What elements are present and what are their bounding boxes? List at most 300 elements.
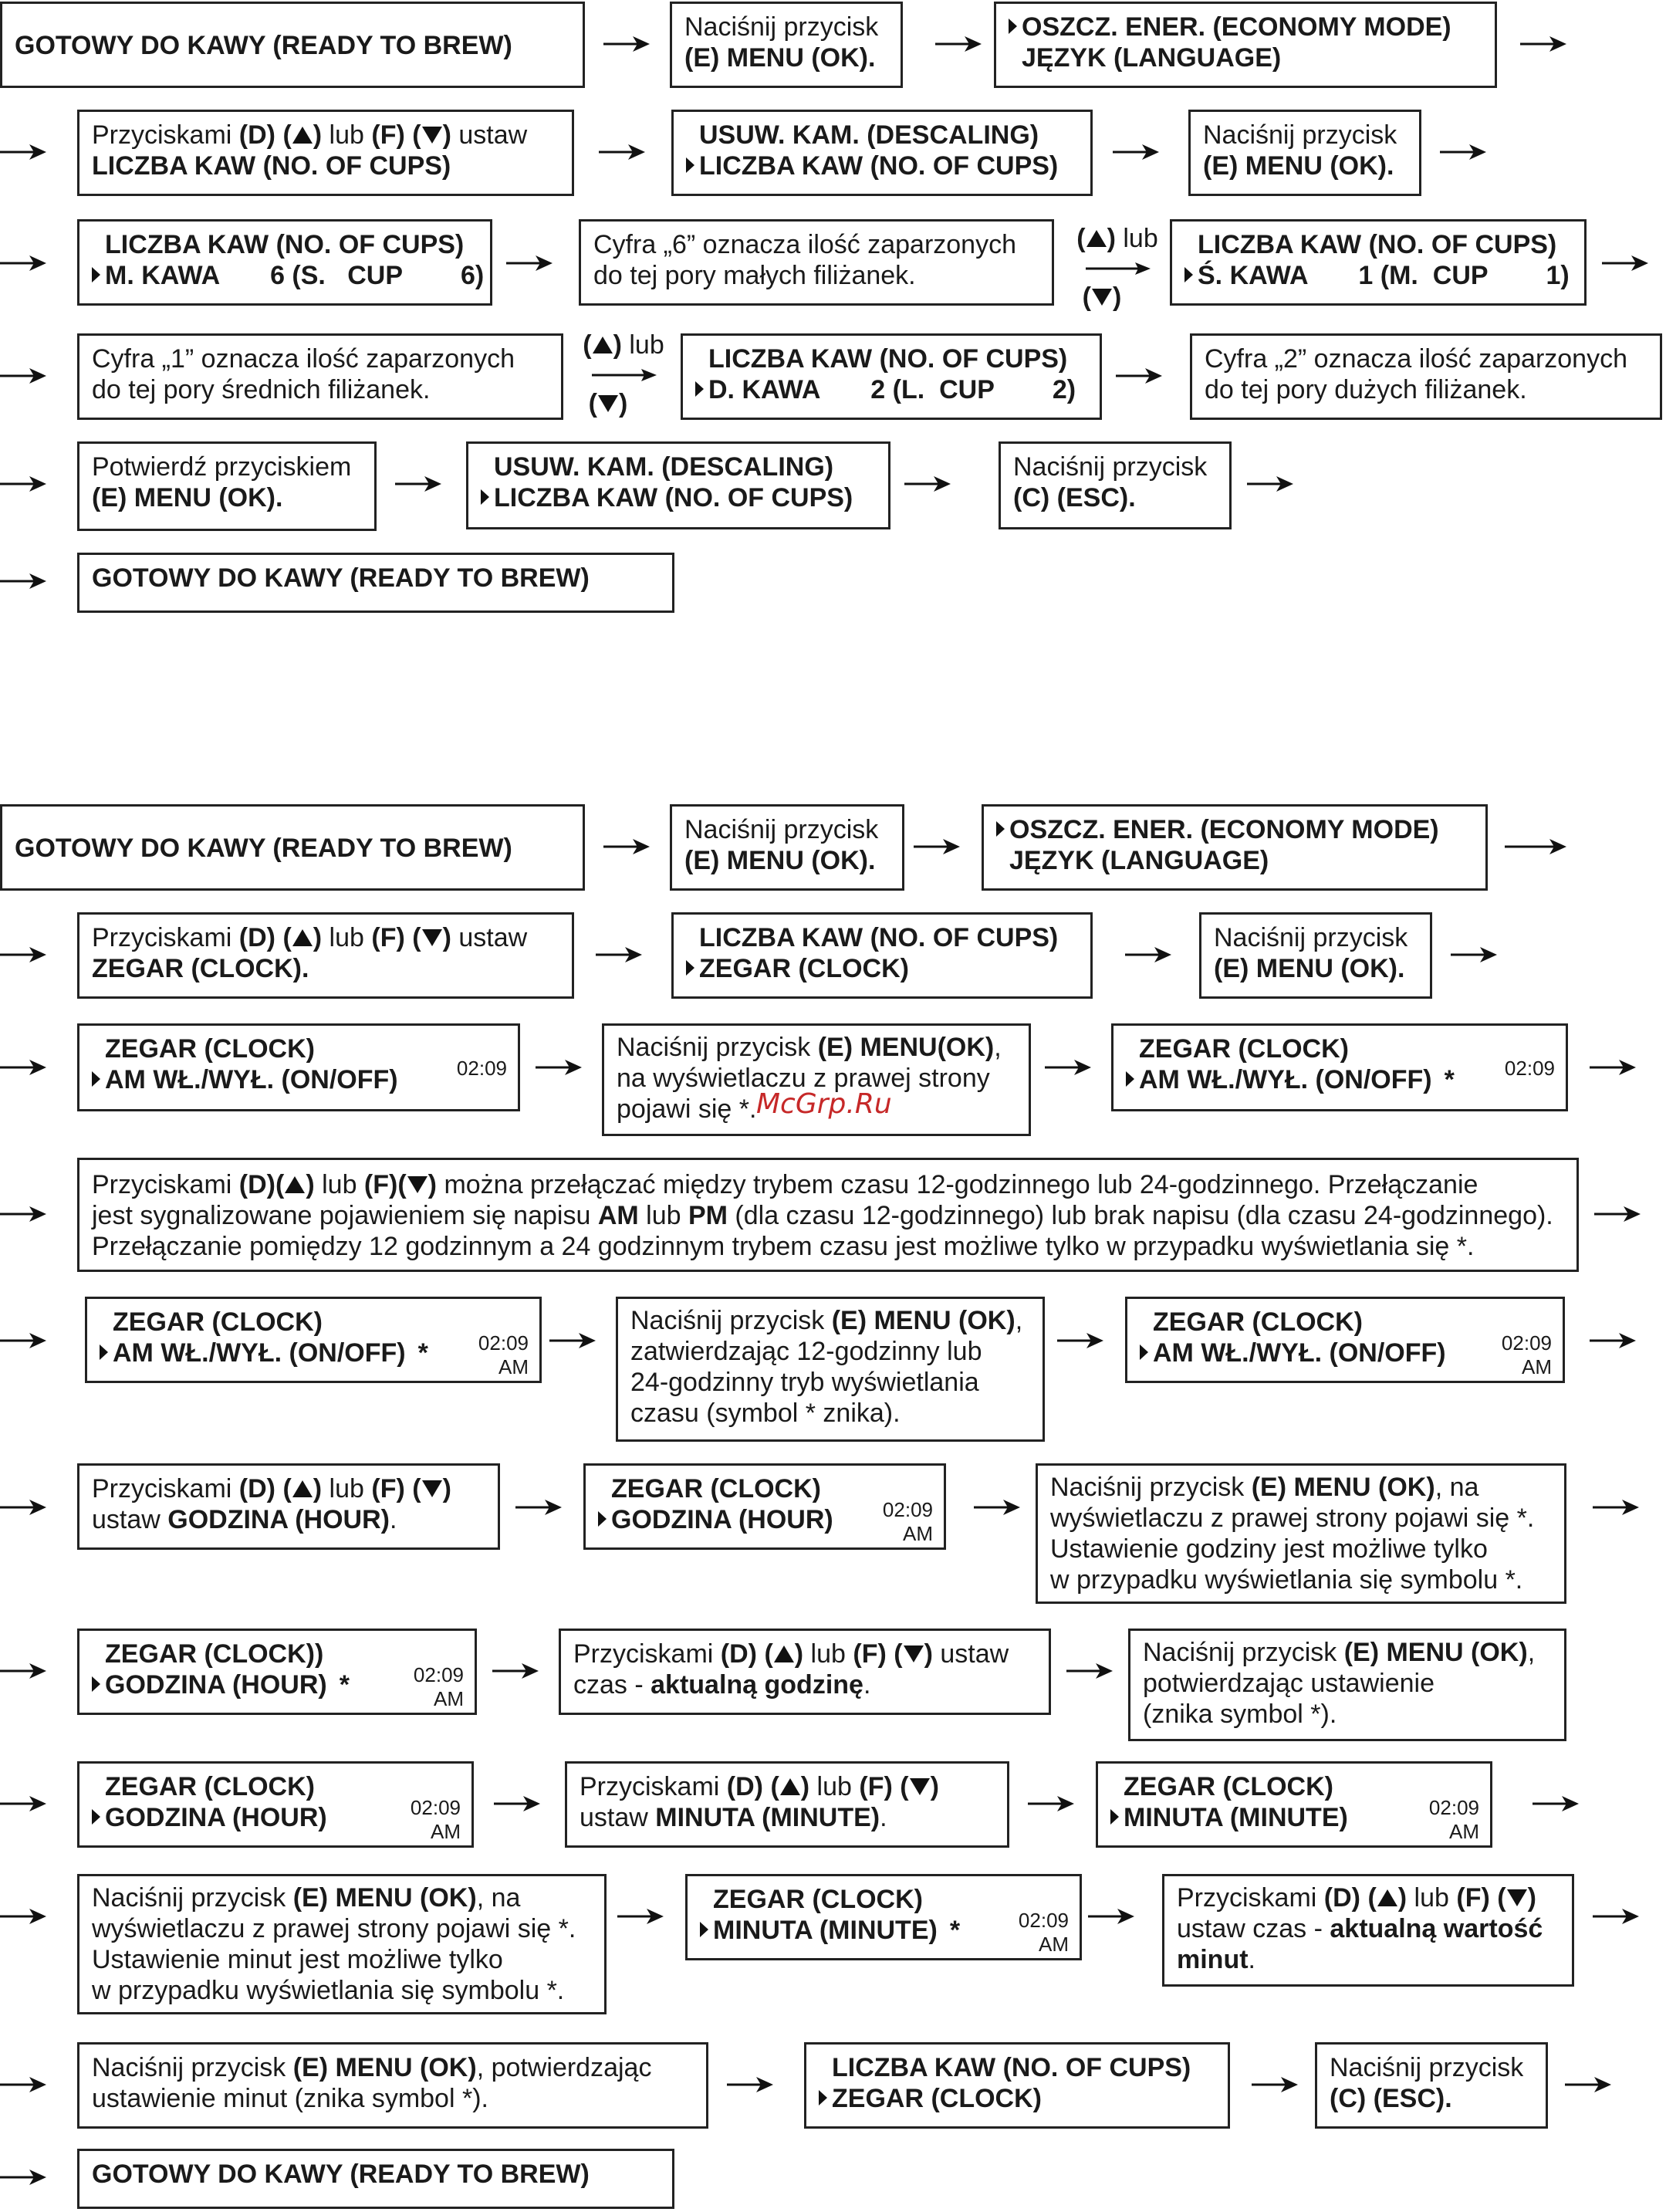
flow-arrow (603, 835, 650, 858)
bottom-clock-onoff-box-1 (77, 1023, 520, 1111)
flow-arrow (0, 2166, 46, 2189)
box-text: ZEGAR (CLOCK) (1124, 1772, 1333, 1801)
box-text: AM WŁ./WYŁ. (ON/OFF) (105, 1065, 398, 1094)
box-text: (E) MENU (OK) (831, 1306, 1015, 1335)
box-text: aktualną godzinę (651, 1670, 863, 1700)
flow-arrow (0, 943, 46, 966)
cursor-triangle-icon (92, 267, 100, 282)
flow-arrow (1113, 140, 1159, 164)
box-text: AM (597, 1201, 639, 1230)
ampm-indicator: AM (903, 1522, 933, 1545)
top-ready-to-brew-end-box (77, 553, 674, 613)
bottom-set-hour-box: Przyciskami (D) ( ) lub (F) ( ) ustaw czas - aktualną godzinę. (559, 1629, 1051, 1715)
top-press-esc-box (999, 441, 1232, 529)
top-ready-to-brew-box (0, 2, 585, 88)
flow-arrow (914, 835, 960, 858)
ampm-indicator: AM (1449, 1820, 1479, 1843)
ampm-indicator: AM (434, 1687, 464, 1710)
cursor-triangle-icon (686, 157, 694, 173)
bottom-clock-hour-box-1 (583, 1463, 946, 1550)
box-text: GOTOWY DO KAWY (READY TO BREW) (15, 834, 512, 863)
box-text: lub (1407, 1883, 1457, 1913)
box-text: pojawi się *. (617, 1094, 757, 1124)
cursor-triangle-icon (92, 1676, 100, 1692)
flow-arrow (596, 943, 642, 966)
flow-arrow (727, 2073, 773, 2096)
box-text: MINUTA (MINUTE) (655, 1803, 880, 1832)
flow-arrow (603, 32, 650, 56)
up-triangle-icon (592, 335, 613, 355)
box-text: (E) MENU (OK). (1214, 954, 1405, 983)
box-text: minut (1177, 1945, 1249, 1974)
top-medium-cup-box (1170, 219, 1587, 306)
box-text: lub (314, 1170, 364, 1199)
flow-arrow (0, 140, 46, 164)
box-text: potwierdzając ustawienie (1143, 1669, 1435, 1698)
top-digit-1-note-box (77, 333, 563, 420)
flow-arrow (494, 1792, 540, 1815)
cursor-triangle-icon (695, 381, 704, 397)
flow-arrow (1125, 943, 1171, 966)
flow-arrow (1590, 1329, 1636, 1352)
button-d-label: (D) (238, 1474, 275, 1503)
flow-arrow (1520, 32, 1566, 56)
top-economy-mode-box (994, 2, 1497, 88)
box-text: w przypadku wyświetlania się symbolu *. (92, 1976, 565, 2005)
box-text: LICZBA KAW (NO. OF CUPS) (708, 344, 1068, 374)
top-descaling-cups-box-2 (466, 441, 890, 529)
box-text: 24-godzinny tryb wyświetlania (630, 1368, 979, 1397)
box-text: (E) MENU (OK) (1251, 1473, 1435, 1502)
up-triangle-icon (292, 125, 313, 145)
box-text: , na (476, 1883, 521, 1913)
button-d-label: (D) (1323, 1883, 1360, 1913)
box-text: PM (688, 1201, 728, 1230)
box-text: czas - (573, 1670, 651, 1700)
box-text: Naciśnij przycisk (1143, 1638, 1344, 1667)
top-small-cup-box (77, 219, 492, 306)
edit-star-indicator: * (949, 1916, 961, 1945)
flow-arrow (1045, 1056, 1091, 1079)
button-f-label: (F) (371, 1474, 405, 1503)
flow-arrow (1593, 1496, 1639, 1519)
up-triangle-icon (1086, 228, 1107, 249)
button-d-label: (D) (726, 1772, 763, 1801)
box-text: (E) MENU (OK). (92, 483, 283, 512)
flow-arrow (1440, 140, 1486, 164)
bottom-select-hour-box: Przyciskami (D) ( ) lub (F) ( ) ustaw GODZINA (HOUR). (77, 1463, 500, 1550)
top-large-cup-box (681, 333, 1102, 420)
down-triangle-icon (909, 1777, 931, 1797)
box-text: Cyfra „1” oznacza ilość zaparzonych (92, 344, 515, 374)
button-f-label: (F) (363, 1170, 398, 1199)
box-text: na wyświetlaczu z prawej strony (617, 1064, 990, 1093)
box-text: LICZBA KAW (NO. OF CUPS) (92, 151, 451, 181)
box-text: ZEGAR (CLOCK) (699, 954, 909, 983)
box-text: , na (1435, 1473, 1479, 1502)
top-confirm-menu-box (77, 441, 377, 531)
flow-arrow (589, 367, 658, 383)
flow-arrow (974, 1496, 1020, 1519)
up-triangle-icon (292, 928, 313, 948)
flow-arrow (0, 1056, 46, 1079)
flow-arrow (0, 1496, 46, 1519)
box-text: aktualną wartość (1330, 1914, 1543, 1943)
bottom-clock-onoff-am-box (1125, 1297, 1565, 1383)
time-display: 02:09 (1504, 1057, 1555, 1080)
cursor-triangle-icon (1126, 1071, 1134, 1087)
watermark: McGrp.Ru (756, 1088, 892, 1120)
down-triangle-icon (421, 125, 443, 145)
box-text: ustaw (451, 120, 528, 150)
down-triangle-icon (903, 1644, 924, 1664)
box-text: Cyfra „2” oznacza ilość zaparzonych (1205, 344, 1628, 374)
flow-arrow (617, 1905, 664, 1928)
bottom-clock-hour-box-2 (77, 1761, 474, 1848)
flow-arrow (1451, 943, 1497, 966)
box-text: lub (809, 1772, 860, 1801)
box-text: lub (803, 1639, 853, 1669)
box-text: (C) (ESC). (1330, 2084, 1452, 2113)
box-text: (E) MENU (OK) (292, 1883, 477, 1913)
box-text: LICZBA KAW (NO. OF CUPS) (494, 483, 853, 512)
box-text: ZEGAR (CLOCK) (113, 1307, 323, 1337)
box-text: Ś. KAWA 1 (M. CUP 1) (1198, 261, 1570, 290)
flow-arrow (0, 364, 46, 387)
box-text: JĘZYK (LANGUAGE) (1022, 43, 1282, 73)
box-text: zatwierdzając 12-godzinny lub (630, 1337, 982, 1366)
bottom-confirm-hour-note-box (1128, 1629, 1566, 1741)
box-text: MINUTA (MINUTE) (1124, 1803, 1348, 1832)
button-d-label: (D) (720, 1639, 757, 1669)
box-text: LICZBA KAW (NO. OF CUPS) (1198, 230, 1557, 259)
flow-arrow (506, 252, 553, 275)
box-text: (E) MENU (OK). (1203, 151, 1394, 181)
flow-arrow (0, 472, 46, 496)
button-f-label: (F) (371, 923, 405, 952)
box-text: w przypadku wyświetlania się symbolu *. (1050, 1565, 1523, 1595)
top-digit-6-note-box (579, 219, 1054, 306)
box-text: GOTOWY DO KAWY (READY TO BREW) (92, 563, 590, 593)
box-text: , potwierdzając (476, 2053, 652, 2082)
box-text: . (863, 1670, 871, 1700)
flow-arrow (536, 1056, 582, 1079)
box-text: ZEGAR (CLOCK) (611, 1474, 821, 1503)
flow-arrow (1083, 261, 1152, 276)
box-text: Przyciskami (580, 1772, 727, 1801)
box-text: AM WŁ./WYŁ. (ON/OFF) (113, 1338, 406, 1368)
box-text: GOTOWY DO KAWY (READY TO BREW) (15, 31, 512, 60)
bottom-cups-clock-box (671, 912, 1093, 999)
flow-arrow (1533, 1792, 1579, 1815)
button-f-label: (F) (371, 120, 405, 150)
flow-arrow (1505, 835, 1551, 858)
bottom-12-24-mode-note-box: Przyciskami (D)( ) lub (F)( ) można przełączać między trybem czasu 12-godzinnego lub 24-godzinnego. Przełączanie jest sygnalizowane pojawieniem się napisu AM lub PM (dla czasu 12-godzinnego) lub brak napisu (dla czasu 24-godzinnego). Przełączanie pomiędzy 12 godzinnym a 24 godzinnym trybem czasu jest możliwe tylko w przypadku wyświetlania się *. (77, 1158, 1579, 1272)
bottom-clock-minute-box-1 (1096, 1761, 1492, 1848)
time-display: 02:09 (413, 1663, 464, 1686)
ampm-indicator: AM (498, 1355, 529, 1378)
flow-arrow (1028, 1792, 1074, 1815)
box-text: LICZBA KAW (NO. OF CUPS) (699, 151, 1059, 181)
box-text: Naciśnij przycisk (1050, 1473, 1252, 1502)
box-text: GODZINA (HOUR) (105, 1803, 327, 1832)
time-display: 02:09 (410, 1796, 461, 1819)
box-text: GODZINA (HOUR) (167, 1505, 390, 1534)
flow-arrow (395, 472, 441, 496)
box-text: USUW. KAM. (DESCALING) (494, 452, 834, 482)
cursor-triangle-icon (481, 489, 489, 505)
bottom-confirm-minute-note-box (77, 2042, 708, 2129)
bottom-economy-mode-box (982, 804, 1488, 891)
box-text: ustawienie minut (znika symbol *). (92, 2084, 488, 2113)
button-d-label: (D) (238, 923, 275, 952)
box-text: ZEGAR (CLOCK)) (105, 1639, 324, 1669)
box-text: OSZCZ. ENER. (ECONOMY MODE) (1022, 12, 1451, 42)
edit-star-indicator: * (1444, 1065, 1455, 1094)
box-text: AM WŁ./WYŁ. (ON/OFF) (1153, 1338, 1446, 1368)
box-text: Naciśnij przycisk (684, 12, 879, 42)
down-triangle-icon (1091, 287, 1113, 307)
flow-arrow (0, 1202, 46, 1226)
top-press-menu-box-1 (670, 2, 903, 88)
box-text: Naciśnij przycisk (1203, 120, 1397, 150)
box-text: . (1248, 1945, 1255, 1974)
up-or-down-label: ( ) lub ( ) (583, 330, 664, 418)
button-f-label: (F) (853, 1639, 887, 1669)
box-text: D. KAWA 2 (L. CUP 2) (708, 375, 1076, 404)
box-text: AM WŁ./WYŁ. (ON/OFF) (1139, 1065, 1432, 1094)
down-triangle-icon (421, 1479, 443, 1499)
box-text: Przyciskami (1177, 1883, 1324, 1913)
flow-arrow (1057, 1329, 1103, 1352)
time-display: 02:09 (478, 1331, 529, 1355)
flow-arrow (515, 1496, 562, 1519)
bottom-clock-hour-star-box (77, 1629, 477, 1715)
top-select-cups-box: Przyciskami (D) ( ) lub (F) ( ) ustaw LICZBA KAW (NO. OF CUPS) (77, 110, 574, 196)
time-display: 02:09 (1018, 1909, 1069, 1932)
box-text: Przyciskami (573, 1639, 721, 1669)
flow-arrow (549, 1329, 596, 1352)
box-text: (E) MENU (OK) (292, 2053, 477, 2082)
box-text: , (1015, 1306, 1023, 1335)
down-triangle-icon (421, 928, 443, 948)
box-text: Naciśnij przycisk (630, 1306, 832, 1335)
flow-arrow (1247, 472, 1293, 496)
box-text: lub (322, 923, 372, 952)
box-text: Ustawienie godziny jest możliwe tylko (1050, 1534, 1488, 1564)
flow-arrow (0, 1329, 46, 1352)
flow-arrow (1602, 252, 1648, 275)
cursor-triangle-icon (1110, 1809, 1119, 1825)
up-triangle-icon (292, 1479, 313, 1499)
time-display: 02:09 (1428, 1796, 1479, 1819)
box-text: USUW. KAM. (DESCALING) (699, 120, 1039, 150)
button-f-label: (F) (1456, 1883, 1490, 1913)
down-triangle-icon (407, 1175, 428, 1195)
box-text: GODZINA (HOUR) (611, 1505, 833, 1534)
cursor-triangle-icon (819, 2090, 827, 2105)
box-text: do tej pory średnich filiżanek. (92, 375, 431, 404)
box-text: , (1527, 1638, 1536, 1667)
box-text: wyświetlaczu z prawej strony pojawi się *. (92, 1914, 576, 1943)
cursor-triangle-icon (1009, 19, 1017, 34)
bottom-cups-clock-box-2 (804, 2042, 1230, 2129)
bottom-ready-to-brew-end-box (77, 2149, 674, 2209)
up-triangle-icon (1377, 1888, 1398, 1908)
box-text: Naciśnij przycisk (1214, 923, 1408, 952)
bottom-press-menu-box-1 (670, 804, 904, 891)
flow-arrow (0, 2073, 46, 2096)
box-text: można przełączać między trybem czasu 12-godzinnego lub 24-godzinnego. Przełączanie (437, 1170, 1478, 1199)
box-text: LICZBA KAW (NO. OF CUPS) (699, 923, 1059, 952)
box-text: ZEGAR (CLOCK) (1139, 1034, 1349, 1064)
flow-arrow (1565, 2073, 1611, 2096)
box-text: Przyciskami (92, 1170, 239, 1199)
time-display: 02:09 (1501, 1331, 1552, 1355)
box-text: . (389, 1505, 397, 1534)
edit-star-indicator: * (417, 1338, 428, 1368)
bottom-minute-star-note-box (77, 1874, 607, 2014)
box-text: ZEGAR (CLOCK) (1153, 1307, 1363, 1337)
time-display: 02:09 (456, 1057, 507, 1080)
box-text: OSZCZ. ENER. (ECONOMY MODE) (1009, 815, 1439, 844)
box-text: ZEGAR (CLOCK) (105, 1034, 315, 1064)
box-text: Naciśnij przycisk (92, 1883, 293, 1913)
box-text: Cyfra „6” oznacza ilość zaparzonych (593, 230, 1017, 259)
box-text: (znika symbol *). (1143, 1700, 1337, 1729)
box-text: (C) (ESC). (1013, 483, 1136, 512)
cursor-triangle-icon (100, 1344, 108, 1360)
box-text: M. KAWA 6 (S. CUP 6) (105, 261, 485, 290)
bottom-select-clock-box: Przyciskami (D) ( ) lub (F) ( ) ustaw ZEGAR (CLOCK). (77, 912, 574, 999)
bottom-confirm-mode-note-box (616, 1297, 1045, 1442)
flow-arrow (935, 32, 982, 56)
bottom-clock-minute-star-box (685, 1874, 1082, 1960)
bottom-press-esc-box (1315, 2042, 1548, 2129)
box-text: Ustawienie minut jest możliwe tylko (92, 1945, 503, 1974)
box-text: (E) MENU (OK) (1343, 1638, 1528, 1667)
flow-arrow (1590, 1056, 1636, 1079)
flow-arrow (1066, 1659, 1113, 1683)
bottom-set-minute-box: Przyciskami (D) ( ) lub (F) ( ) ustaw czas - aktualną wartość minut. (1162, 1874, 1574, 1987)
flow-arrow (1252, 2073, 1298, 2096)
box-text: Przyciskami (92, 923, 239, 952)
cursor-triangle-icon (686, 960, 694, 976)
cursor-triangle-icon (92, 1809, 100, 1825)
flow-arrow (0, 1905, 46, 1928)
box-text: jest sygnalizowane pojawieniem się napisu (92, 1201, 598, 1230)
box-text: Naciśnij przycisk (1330, 2053, 1524, 2082)
lub-label: lub (1123, 224, 1158, 253)
flow-arrow (0, 1659, 46, 1683)
box-text: GODZINA (HOUR) (105, 1670, 327, 1700)
box-text: (E) MENU (OK). (684, 846, 876, 875)
button-f-label: (F) (859, 1772, 893, 1801)
ampm-indicator: AM (1522, 1355, 1552, 1378)
bottom-clock-onoff-am-star-box (85, 1297, 542, 1383)
box-text: czasu (symbol * znika). (630, 1399, 901, 1428)
down-triangle-icon (597, 394, 619, 414)
up-triangle-icon (773, 1644, 795, 1664)
box-text: Przełączanie pomiędzy 12 godzinnym a 24 godzinnym trybem czasu jest możliwe tylko w przypadku wyświetlania się *. (92, 1232, 1475, 1261)
cursor-triangle-icon (598, 1511, 607, 1527)
time-display: 02:09 (882, 1498, 933, 1521)
up-or-down-label: ( ) lub ( ) (1076, 224, 1158, 312)
cursor-triangle-icon (1184, 267, 1193, 282)
lub-label: lub (629, 330, 664, 360)
cursor-triangle-icon (1140, 1344, 1148, 1360)
box-text: MINUTA (MINUTE) (713, 1916, 938, 1945)
bottom-select-minute-box: Przyciskami (D) ( ) lub (F) ( ) ustaw MINUTA (MINUTE). (565, 1761, 1009, 1848)
box-text: lub (322, 120, 372, 150)
box-text: ustaw (92, 1505, 168, 1534)
box-text: Naciśnij przycisk (92, 2053, 293, 2082)
down-triangle-icon (1506, 1888, 1528, 1908)
box-text: Potwierdź przyciskiem (92, 452, 352, 482)
flow-arrow (1593, 1905, 1639, 1928)
box-text: do tej pory małych filiżanek. (593, 261, 916, 290)
top-descaling-cups-box (671, 110, 1093, 196)
ampm-indicator: AM (431, 1820, 461, 1843)
button-d-label: (D) (238, 1170, 275, 1199)
box-text: ZEGAR (CLOCK) (832, 2084, 1042, 2113)
flow-arrow (1594, 1202, 1641, 1226)
bottom-press-menu-box-2 (1199, 912, 1432, 999)
box-text: ustaw czas - (1177, 1914, 1330, 1943)
bottom-clock-onoff-star-box (1111, 1023, 1568, 1111)
cursor-triangle-icon (700, 1922, 708, 1937)
up-triangle-icon (284, 1175, 306, 1195)
box-text: (E) MENU (OK). (684, 43, 876, 73)
box-text: ZEGAR (CLOCK). (92, 954, 309, 983)
box-text: (E) MENU(OK) (817, 1033, 995, 1062)
flow-arrow (1088, 1905, 1134, 1928)
box-text: Naciśnij przycisk (684, 815, 879, 844)
box-text: , (994, 1033, 1002, 1062)
box-text: lub (322, 1474, 372, 1503)
flow-arrow (599, 140, 645, 164)
button-d-label: (D) (238, 120, 275, 150)
flow-arrow (0, 570, 46, 593)
box-text: (dla czasu 12-godzinnego) lub brak napisu (dla czasu 24-godzinnego). (727, 1201, 1553, 1230)
flow-arrow (0, 1792, 46, 1815)
box-text: wyświetlaczu z prawej strony pojawi się *. (1050, 1503, 1535, 1533)
box-text: Przyciskami (92, 120, 239, 150)
cursor-triangle-icon (996, 821, 1005, 837)
flow-arrow (0, 252, 46, 275)
box-text: ZEGAR (CLOCK) (105, 1772, 315, 1801)
flow-arrow (904, 472, 951, 496)
box-text: JĘZYK (LANGUAGE) (1009, 846, 1269, 875)
box-text: lub (638, 1201, 688, 1230)
box-text: Przyciskami (92, 1474, 239, 1503)
ampm-indicator: AM (1039, 1933, 1069, 1956)
box-text: ZEGAR (CLOCK) (713, 1885, 923, 1914)
top-press-menu-box-2 (1188, 110, 1421, 196)
flow-arrow (1116, 364, 1162, 387)
edit-star-indicator: * (339, 1670, 350, 1700)
box-text: ustaw (580, 1803, 656, 1832)
box-text: LICZBA KAW (NO. OF CUPS) (105, 230, 465, 259)
box-text: GOTOWY DO KAWY (READY TO BREW) (92, 2160, 590, 2189)
cursor-triangle-icon (92, 1071, 100, 1087)
box-text: Naciśnij przycisk (1013, 452, 1208, 482)
up-triangle-icon (779, 1777, 801, 1797)
box-text: ustaw (932, 1639, 1009, 1669)
box-text: ustaw (451, 923, 528, 952)
box-text: do tej pory dużych filiżanek. (1205, 375, 1527, 404)
box-text: . (880, 1803, 887, 1832)
